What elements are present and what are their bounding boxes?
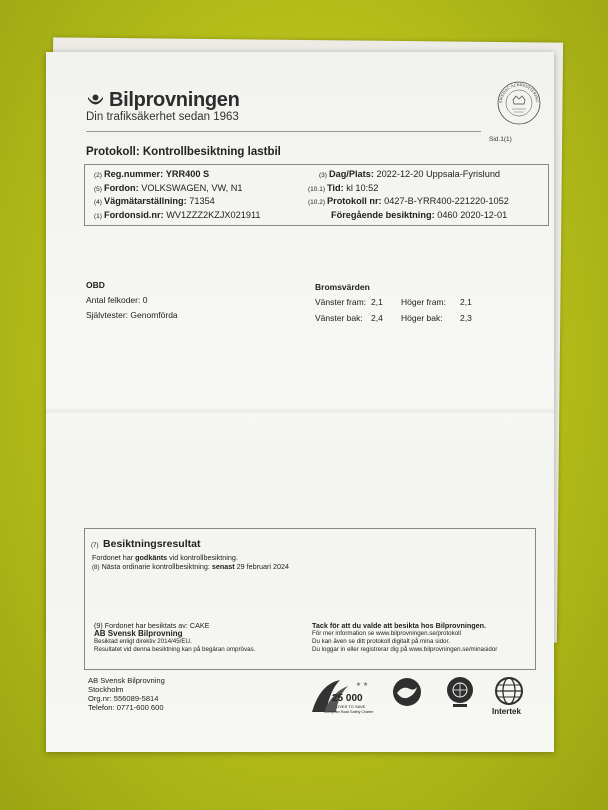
brake-left-rear-label: Vänster bak:: [315, 313, 363, 323]
inspection-protocol-page: [46, 52, 554, 752]
badge-caption: European Road Safety Charter: [324, 710, 374, 714]
intertek-globe-icon: [492, 676, 526, 706]
obd-heading: OBD: [86, 280, 105, 290]
swedac-text: SWEDAC ACKREDITERING: [497, 81, 541, 104]
company-name: AB Svensk Bilprovning: [94, 629, 183, 638]
road-safety-charter-badge: [310, 676, 378, 716]
odometer-field: (4) Vägmätarställning: 71354: [94, 196, 215, 206]
next-inspection-line: (8) Nästa ordinarie kontrollbesiktning: senast 29 februari 2024: [92, 562, 289, 571]
inspected-by: (9) Fordonet har besiktats av: CAKE: [94, 621, 210, 630]
obd-error-codes: Antal felkoder: 0: [86, 295, 148, 305]
footer-city: Stockholm: [88, 685, 124, 694]
swedac-seal-icon: [496, 80, 542, 126]
time-field: (10.1) Tid: kl 10:52: [308, 183, 379, 193]
result-heading: (7) Besiktningsresultat: [91, 538, 201, 550]
brake-left-rear-value: 2,4: [371, 313, 383, 323]
reg-number-field: (2) Reg.nummer: YRR400 S: [94, 169, 210, 179]
directive-text: Besiktad enligt direktiv 2014/45/EU.: [94, 638, 192, 645]
global-compact-icon: [444, 676, 476, 708]
previous-inspection-field: Föregående besiktning: 0460 2020-12-01: [331, 210, 508, 220]
thanks-text: Tack för att du valde att besikta hos Bilprovningen.: [312, 621, 486, 630]
review-text: Resultatet vid denna besiktning kan på begäran omprövas.: [94, 646, 256, 653]
fordon-field: (5) Fordon: VOLKSWAGEN, VW, N1: [94, 183, 243, 193]
footer-phone: Telefon: 0771-600 600: [88, 703, 164, 712]
logo: [86, 89, 240, 112]
nordic-swan-ecolabel-icon: [390, 676, 424, 710]
vehicle-info-box: [84, 164, 549, 226]
footer-company: AB Svensk Bilprovning: [88, 676, 165, 685]
footer-org-number: Org.nr: 556089-5814: [88, 694, 159, 703]
brake-right-rear-value: 2,3: [460, 313, 472, 323]
vin-field: (1) Fordonsid.nr: WV1ZZZ2KZJX021911: [94, 210, 261, 220]
svg-text:SWEDAC ACKREDITERING: [498, 82, 540, 103]
inspection-result-box: [84, 528, 536, 670]
badge-number: 25 000: [332, 693, 363, 704]
obd-self-tests: Självtester: Genomförda: [86, 310, 178, 320]
badge-subtitle: LIVES TO SAVE: [336, 704, 366, 709]
page-number: Sid.1(1): [489, 136, 512, 143]
info-digital-text: Du kan även se ditt protokoll digitalt på mina sidor.: [312, 638, 450, 645]
date-place-field: (3) Dag/Plats: 2022-12-20 Uppsala-Fyrislund: [319, 169, 501, 179]
tagline: Din trafiksäkerhet sedan 1963: [86, 111, 239, 123]
footer-company-info: [88, 676, 165, 712]
svg-text:★ ★: ★ ★: [355, 682, 369, 688]
brake-values-heading: Bromsvärden: [315, 282, 370, 292]
brake-right-front-value: 2,1: [460, 297, 472, 307]
paper-fold: [46, 408, 554, 414]
brake-left-front-value: 2,1: [371, 297, 383, 307]
brake-left-front-label: Vänster fram:: [315, 297, 367, 307]
brake-right-rear-label: Höger bak:: [401, 313, 443, 323]
bilprovningen-logo-icon: [86, 93, 105, 109]
page-title: Protokoll: Kontrollbesiktning lastbil: [86, 146, 281, 158]
header-divider: [86, 131, 481, 132]
intertek-label: Intertek: [492, 707, 521, 716]
result-approved-line: Fordonet har godkänts vid kontrollbesiktning.: [92, 553, 238, 562]
info-my-pages-link: Du loggar in eller registrerar dig på www.bilprovningen.se/minasidor: [312, 646, 498, 653]
protocol-number-field: (10.2) Protokoll nr: 0427-B-YRR400-221220-1052: [308, 196, 509, 206]
brake-right-front-label: Höger fram:: [401, 297, 446, 307]
intertek-badge: [492, 676, 526, 716]
info-protocol-link: För mer information se www.bilprovningen.se/protokoll: [312, 630, 461, 637]
brand-name: Bilprovningen: [109, 89, 240, 111]
